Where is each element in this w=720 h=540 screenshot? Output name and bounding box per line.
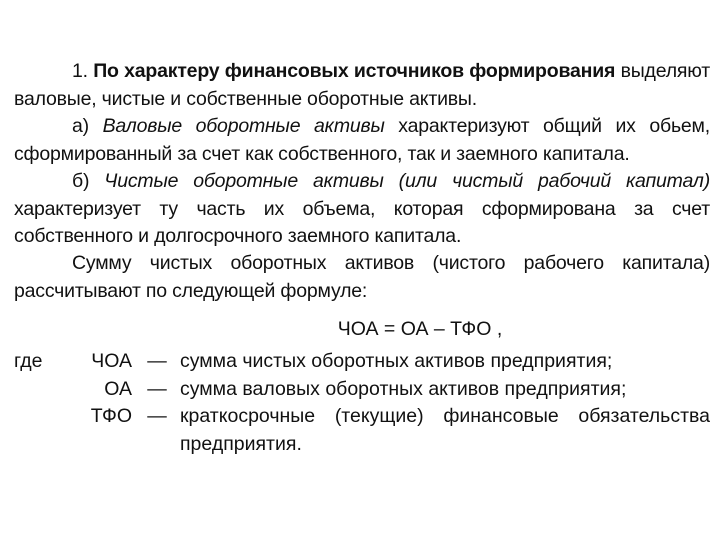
- definition-dash: —: [147, 405, 167, 427]
- paragraph-net-assets: [14, 168, 710, 251]
- paragraph-classification: [14, 58, 710, 113]
- paragraph-text: характеризует ту часть их объема, которая сформирована за счет собственного и долгосрочного заемного капитала.: [14, 197, 710, 247]
- item-marker: б): [72, 170, 105, 192]
- definition-desc: сумма чистых оборотных активов предприятия;: [180, 350, 613, 372]
- term-net-assets: Чистые оборотные активы (или чистый рабочий капитал): [104, 170, 710, 192]
- formula-text: ЧОА = ОА – ТФО ,: [337, 318, 503, 340]
- paragraph-formula-intro: [14, 250, 710, 305]
- definition-row: [14, 376, 710, 404]
- definition-abbr: ОА: [104, 377, 132, 400]
- item-number: 1.: [72, 60, 94, 82]
- definition-row: [14, 403, 710, 458]
- paragraph-text: характеризуют общий их обьем, сформированный за счет как собственного, так и заемного капитала.: [14, 115, 710, 165]
- item-marker: а): [72, 115, 103, 137]
- definition-abbr: ТФО: [90, 405, 132, 427]
- definition-dash: —: [147, 377, 167, 400]
- paragraph-gross-assets: [14, 113, 710, 168]
- definition-dash: —: [147, 350, 167, 372]
- paragraph-text: выделяют валовые, чистые и собственные оборотные активы.: [14, 60, 710, 110]
- definition-desc: сумма валовых оборотных активов предприятия;: [180, 377, 627, 400]
- definition-row: [14, 348, 710, 376]
- definitions-list: [14, 348, 710, 458]
- paragraph-text: Сумму чистых оборотных активов (чистого рабочего капитала) рассчитывают по следующей формуле:: [14, 252, 710, 302]
- term-gross-assets: Валовые оборотные активы: [102, 115, 385, 137]
- formula: [0, 316, 720, 343]
- definition-abbr: ЧОА: [91, 350, 132, 372]
- where-label: где: [14, 350, 43, 372]
- definition-desc: краткосрочные (текущие) финансовые обязательства предприятия.: [180, 405, 710, 455]
- heading-bold-phrase: По характеру финансовых источников формирования: [93, 60, 616, 82]
